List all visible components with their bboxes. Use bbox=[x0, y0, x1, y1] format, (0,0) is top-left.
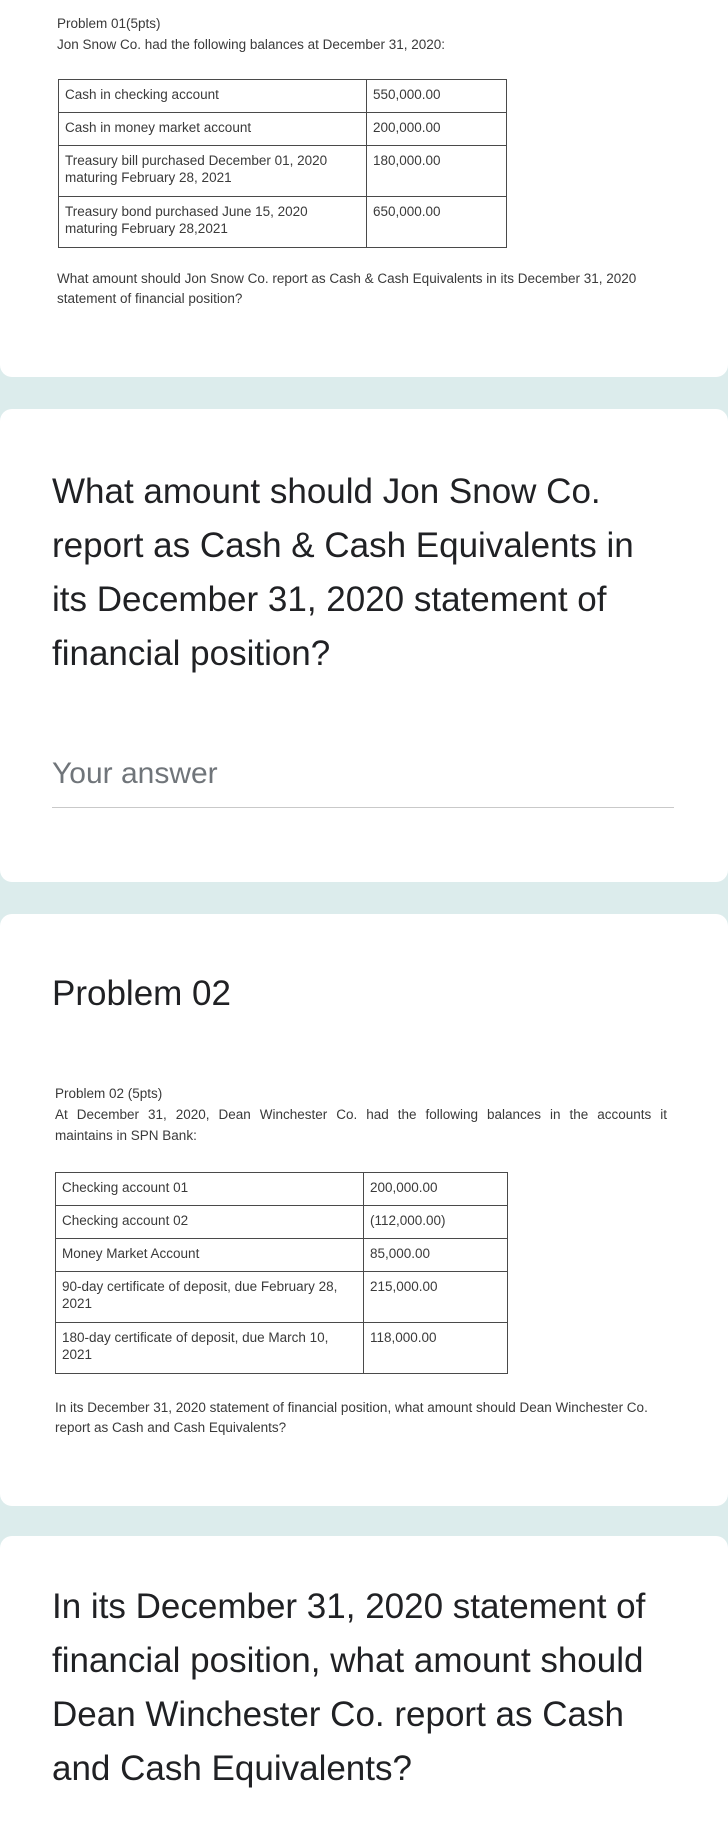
table-cell-label-line: 90-day certificate of deposit, due February 28, bbox=[62, 1279, 338, 1294]
answer-input[interactable]: Your answer bbox=[52, 757, 218, 790]
table-cell-label-line: 180-day certificate of deposit, due March 10, bbox=[62, 1330, 329, 1345]
table-row bbox=[59, 80, 507, 113]
problem2-intro-line2: maintains in SPN Bank: bbox=[55, 1128, 197, 1143]
table-cell-label-line: maturing February 28,2021 bbox=[65, 221, 228, 236]
table-row bbox=[56, 1272, 508, 1323]
table-row bbox=[56, 1323, 508, 1374]
table-row bbox=[59, 146, 507, 197]
table-cell-label-line: Treasury bill purchased December 01, 2020 bbox=[65, 153, 328, 168]
problem1-image-card bbox=[0, 0, 728, 377]
problem2-title: Problem 02 bbox=[52, 974, 231, 1013]
table-cell-label: Checking account 02 bbox=[56, 1206, 364, 1239]
problem1-header: Problem 01(5pts) bbox=[57, 16, 161, 31]
table-cell-label bbox=[56, 1272, 364, 1323]
table-cell-amount: 118,000.00 bbox=[364, 1323, 508, 1374]
table-cell-label: Cash in checking account bbox=[59, 80, 367, 113]
table-cell-amount: 650,000.00 bbox=[367, 197, 507, 248]
problem2-question-title: In its December 31, 2020 statement of financial position, what amount should Dean Winchester Co. report as Cash and Cash Equivalents? bbox=[52, 1587, 646, 1788]
problem2-card bbox=[0, 914, 728, 1506]
problem1-balance-table bbox=[58, 79, 507, 248]
table-cell-label: Checking account 01 bbox=[56, 1173, 364, 1206]
problem2-question-small-line2: report as Cash and Cash Equivalents? bbox=[55, 1420, 287, 1435]
table-cell-amount: (112,000.00) bbox=[364, 1206, 508, 1239]
table-cell-label bbox=[56, 1323, 364, 1374]
answer-input-underline bbox=[52, 807, 674, 808]
table-cell-label: Money Market Account bbox=[56, 1239, 364, 1272]
table-cell-label-line: 2021 bbox=[62, 1296, 93, 1311]
table-cell-amount: 85,000.00 bbox=[364, 1239, 508, 1272]
problem1-intro: Jon Snow Co. had the following balances at December 31, 2020: bbox=[57, 37, 445, 52]
table-cell-label: Cash in money market account bbox=[59, 113, 367, 146]
table-cell-amount: 550,000.00 bbox=[367, 80, 507, 113]
table-cell-amount: 180,000.00 bbox=[367, 146, 507, 197]
problem1-question-small-line2: statement of financial position? bbox=[57, 291, 243, 306]
problem1-question-small-line1: What amount should Jon Snow Co. report as Cash & Cash Equivalents in its December 31, 2020 bbox=[57, 271, 637, 286]
problem2-question-small-line1: In its December 31, 2020 statement of financial position, what amount should Dean Winchester Co. bbox=[55, 1400, 648, 1415]
table-row bbox=[56, 1239, 508, 1272]
problem2-header: Problem 02 (5pts) bbox=[55, 1086, 163, 1101]
table-cell-label-line: maturing February 28, 2021 bbox=[65, 170, 232, 185]
table-cell-label-line: Treasury bond purchased June 15, 2020 bbox=[65, 204, 308, 219]
problem1-question-card bbox=[0, 409, 728, 882]
table-cell-label-line: 2021 bbox=[62, 1347, 93, 1362]
problem2-intro-line1: At December 31, 2020, Dean Winchester Co. had the following balances in the accounts it bbox=[55, 1107, 667, 1122]
problem2-balance-table bbox=[55, 1172, 508, 1374]
table-cell-label bbox=[59, 197, 367, 248]
table-cell-amount: 200,000.00 bbox=[367, 113, 507, 146]
table-row bbox=[59, 113, 507, 146]
table-cell-amount: 200,000.00 bbox=[364, 1173, 508, 1206]
table-row bbox=[56, 1173, 508, 1206]
table-cell-amount: 215,000.00 bbox=[364, 1272, 508, 1323]
table-row bbox=[56, 1206, 508, 1239]
table-row bbox=[59, 197, 507, 248]
problem2-question-card bbox=[0, 1536, 728, 1826]
problem1-question-title: What amount should Jon Snow Co. report as Cash & Cash Equivalents in its December 31, 2020 statement of financial position? bbox=[52, 472, 634, 673]
table-cell-label bbox=[59, 146, 367, 197]
